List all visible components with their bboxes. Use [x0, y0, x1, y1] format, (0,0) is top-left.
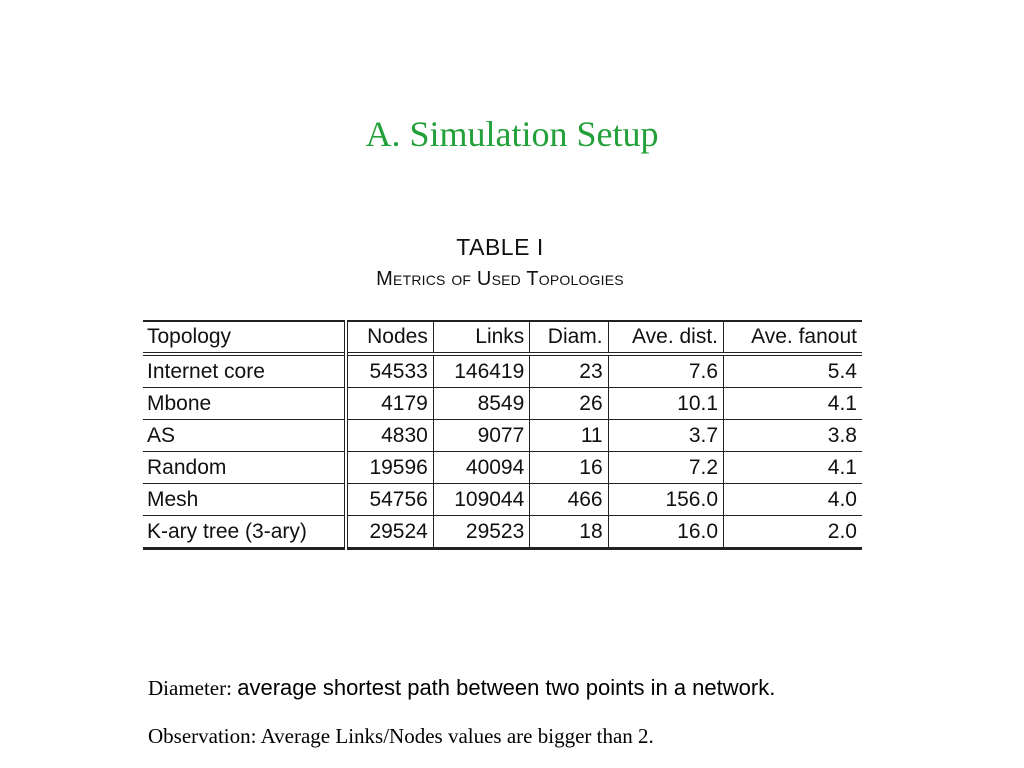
header-links: Links — [433, 321, 529, 354]
cell-nodes: 4179 — [346, 388, 433, 420]
table-row — [143, 452, 862, 484]
header-topology: Topology — [143, 321, 346, 354]
diameter-note — [148, 675, 775, 701]
cell-links: 109044 — [433, 484, 529, 516]
cell-diameter: 466 — [530, 484, 608, 516]
table-caption-number: TABLE I — [456, 234, 544, 260]
header-diameter: Diam. — [530, 321, 608, 354]
cell-ave-fanout: 4.0 — [827, 487, 857, 511]
cell-links: 8549 — [433, 388, 529, 420]
cell-ave-dist: 10.1 — [608, 388, 723, 420]
cell-nodes: 54756 — [346, 484, 433, 516]
cell-ave-dist: 156.0 — [608, 484, 723, 516]
header-row — [143, 321, 862, 354]
table-row — [143, 420, 862, 452]
slide-title: A. Simulation Setup — [365, 114, 659, 154]
diameter-label: Diameter: — [148, 676, 232, 700]
header-ave-dist: Ave. dist. — [608, 321, 723, 354]
cell-diameter: 11 — [530, 420, 608, 452]
cell-links: 29523 — [433, 516, 529, 549]
table-body — [143, 354, 862, 549]
header-ave-fanout: Ave. fanout — [751, 325, 857, 348]
cell-topology: K-ary tree (3-ary) — [143, 516, 346, 549]
header-nodes: Nodes — [346, 321, 433, 354]
diameter-definition: average shortest path between two points in a network. — [237, 675, 776, 700]
cell-nodes: 19596 — [346, 452, 433, 484]
cell-topology: Random — [143, 452, 346, 484]
cell-ave-dist: 7.6 — [608, 354, 723, 388]
table-caption-title: Metrics of Used Topologies — [376, 268, 624, 290]
table-header — [143, 321, 862, 354]
cell-ave-fanout: 3.8 — [827, 423, 857, 447]
cell-links: 9077 — [433, 420, 529, 452]
table-row — [143, 516, 862, 549]
cell-topology: Mbone — [143, 388, 346, 420]
cell-nodes: 4830 — [346, 420, 433, 452]
cell-diameter: 23 — [530, 354, 608, 388]
cell-ave-fanout: 4.1 — [827, 455, 857, 479]
cell-topology: Mesh — [143, 484, 346, 516]
cell-nodes: 54533 — [346, 354, 433, 388]
metrics-table — [143, 320, 862, 550]
table-row — [143, 354, 862, 388]
observation-note: Observation: Average Links/Nodes values are bigger than 2. — [148, 724, 654, 748]
cell-diameter: 18 — [530, 516, 608, 549]
cell-ave-fanout: 2.0 — [827, 519, 857, 543]
cell-ave-fanout: 5.4 — [827, 359, 857, 383]
table-row — [143, 484, 862, 516]
cell-nodes: 29524 — [346, 516, 433, 549]
cell-topology: AS — [143, 420, 346, 452]
cell-diameter: 26 — [530, 388, 608, 420]
cell-ave-dist: 16.0 — [608, 516, 723, 549]
cell-ave-dist: 3.7 — [608, 420, 723, 452]
cell-ave-dist: 7.2 — [608, 452, 723, 484]
cell-diameter: 16 — [530, 452, 608, 484]
cell-links: 40094 — [433, 452, 529, 484]
cell-links: 146419 — [433, 354, 529, 388]
cell-ave-fanout: 4.1 — [827, 391, 857, 415]
cell-topology: Internet core — [143, 354, 346, 388]
table-row — [143, 388, 862, 420]
